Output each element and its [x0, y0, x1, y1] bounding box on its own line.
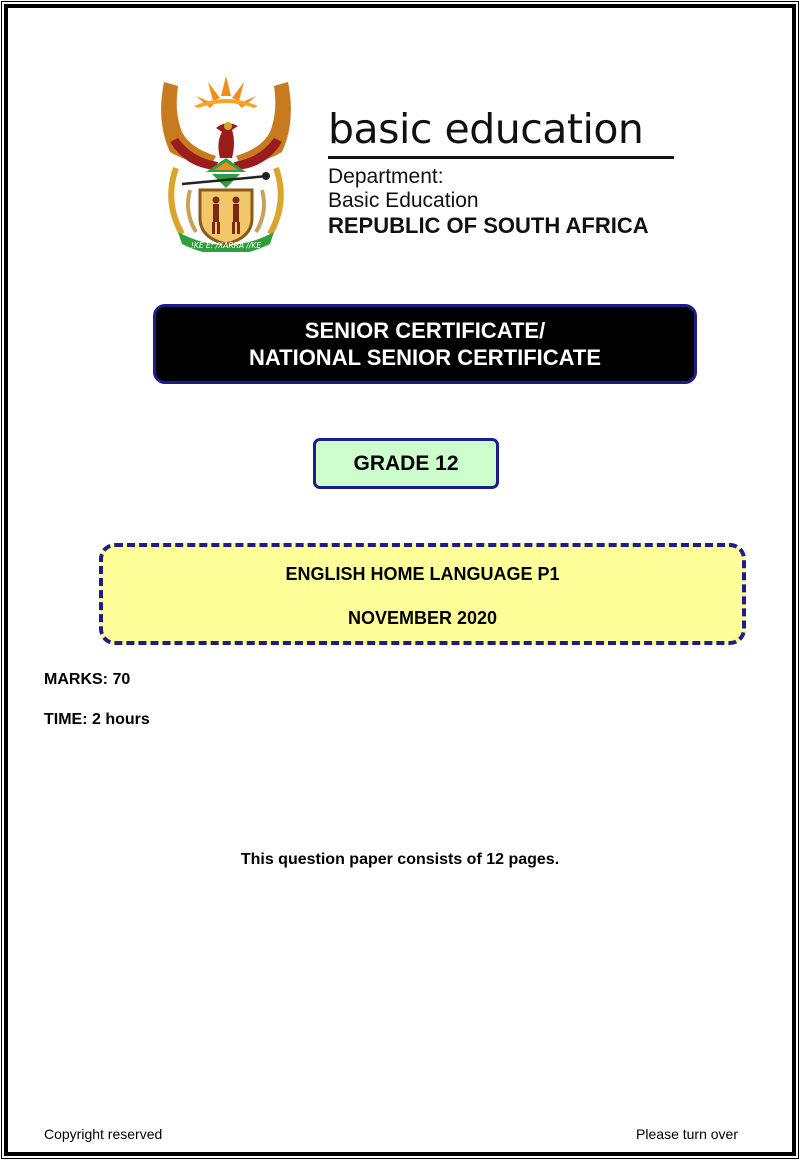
subject-name: ENGLISH HOME LANGUAGE P1 [285, 564, 560, 584]
time-label: TIME: 2 hours [44, 711, 150, 728]
certificate-line-1: SENIOR CERTIFICATE/ [304, 318, 546, 343]
page-count-note: This question paper consists of 12 pages. [240, 851, 560, 868]
certificate-banner [153, 304, 697, 384]
coat-of-arms-icon [156, 72, 296, 252]
header [156, 72, 686, 252]
grade-badge: GRADE 12 [313, 438, 499, 489]
department-name: Basic Education [328, 189, 479, 212]
brand-title: basic education [328, 105, 644, 153]
turn-over-notice: Please turn over [636, 1126, 738, 1142]
department-branding [328, 106, 678, 239]
copyright-notice: Copyright reserved [44, 1126, 163, 1142]
country-name: REPUBLIC OF SOUTH AFRICA [328, 213, 649, 238]
svg-text:!KE E: /XARRA //KE: !KE E: /XARRA //KE [190, 241, 262, 250]
department-label: Department: [328, 165, 444, 188]
brand-divider [328, 156, 674, 159]
exam-session: NOVEMBER 2020 [347, 608, 498, 628]
subject-box [99, 543, 746, 645]
certificate-line-2: NATIONAL SENIOR CERTIFICATE [249, 345, 601, 370]
marks-label: MARKS: 70 [44, 671, 131, 688]
